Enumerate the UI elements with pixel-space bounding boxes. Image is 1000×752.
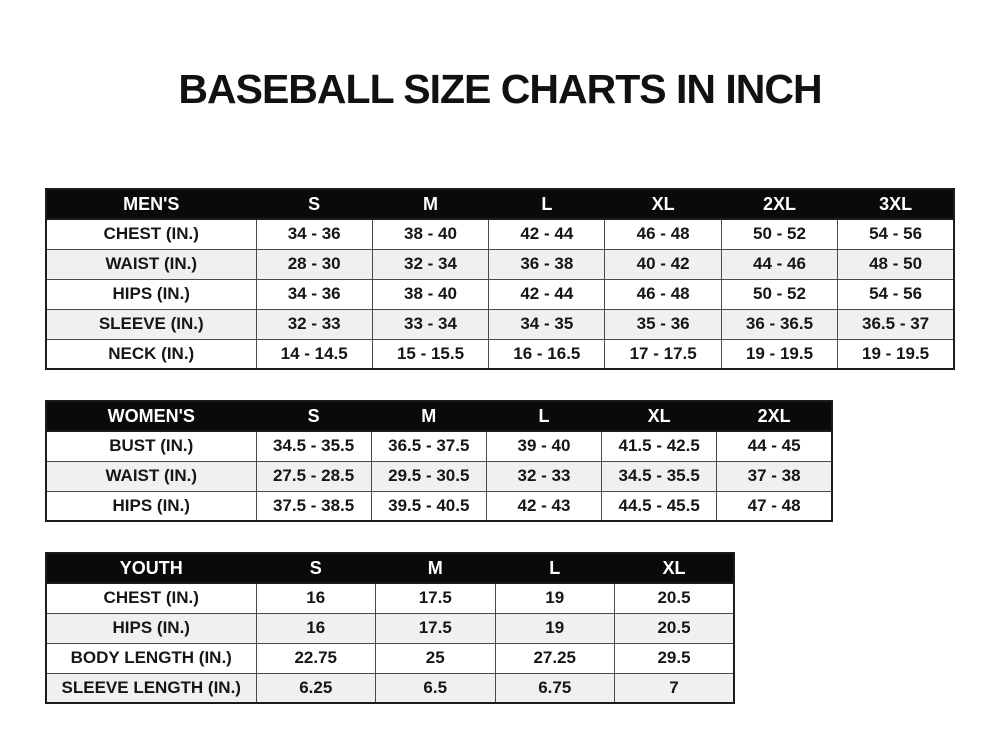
measurement-row [46, 279, 954, 309]
size-value-cell: 34 - 35 [489, 309, 605, 339]
size-column-header: L [495, 553, 615, 583]
measurement-row [46, 431, 832, 461]
size-value-cell: 22.75 [256, 643, 376, 673]
measurement-label: NECK (IN.) [46, 339, 256, 369]
size-value-cell: 37 - 38 [717, 461, 832, 491]
size-value-cell: 32 - 34 [372, 249, 488, 279]
table-title-cell: WOMEN'S [46, 401, 256, 431]
size-value-cell: 35 - 36 [605, 309, 721, 339]
size-value-cell: 29.5 [615, 643, 735, 673]
measurement-row [46, 219, 954, 249]
size-value-cell: 41.5 - 42.5 [602, 431, 717, 461]
size-value-cell: 19 - 19.5 [838, 339, 954, 369]
table-title-cell: MEN'S [46, 189, 256, 219]
size-value-cell: 42 - 44 [489, 219, 605, 249]
size-value-cell: 54 - 56 [838, 219, 954, 249]
measurement-label: HIPS (IN.) [46, 613, 256, 643]
measurement-label: BUST (IN.) [46, 431, 256, 461]
size-value-cell: 42 - 44 [489, 279, 605, 309]
size-tables-area [45, 188, 955, 704]
size-value-cell: 29.5 - 30.5 [371, 461, 486, 491]
womens-size-table [45, 400, 833, 522]
header-row [46, 401, 832, 431]
size-value-cell: 46 - 48 [605, 219, 721, 249]
measurement-row [46, 461, 832, 491]
size-value-cell: 27.5 - 28.5 [256, 461, 371, 491]
measurement-label: WAIST (IN.) [46, 461, 256, 491]
size-column-header: L [489, 189, 605, 219]
size-value-cell: 16 [256, 613, 376, 643]
size-value-cell: 38 - 40 [372, 219, 488, 249]
header-row [46, 553, 734, 583]
measurement-label: HIPS (IN.) [46, 491, 256, 521]
size-column-header: S [256, 401, 371, 431]
size-value-cell: 47 - 48 [717, 491, 832, 521]
size-value-cell: 54 - 56 [838, 279, 954, 309]
size-value-cell: 36.5 - 37 [838, 309, 954, 339]
size-column-header: 3XL [838, 189, 954, 219]
size-value-cell: 6.5 [376, 673, 496, 703]
size-column-header: XL [605, 189, 721, 219]
measurement-label: HIPS (IN.) [46, 279, 256, 309]
size-value-cell: 42 - 43 [486, 491, 601, 521]
measurement-label: BODY LENGTH (IN.) [46, 643, 256, 673]
measurement-row [46, 613, 734, 643]
size-value-cell: 33 - 34 [372, 309, 488, 339]
size-value-cell: 19 [495, 613, 615, 643]
size-column-header: S [256, 553, 376, 583]
size-column-header: L [486, 401, 601, 431]
size-value-cell: 17.5 [376, 613, 496, 643]
size-value-cell: 20.5 [615, 583, 735, 613]
size-value-cell: 36 - 36.5 [721, 309, 837, 339]
size-column-header: M [372, 189, 488, 219]
measurement-row [46, 249, 954, 279]
size-column-header: XL [615, 553, 735, 583]
size-value-cell: 19 - 19.5 [721, 339, 837, 369]
size-value-cell: 46 - 48 [605, 279, 721, 309]
size-value-cell: 44 - 46 [721, 249, 837, 279]
youth-size-table [45, 552, 735, 704]
measurement-label: SLEEVE LENGTH (IN.) [46, 673, 256, 703]
size-value-cell: 34 - 36 [256, 279, 372, 309]
size-value-cell: 27.25 [495, 643, 615, 673]
size-column-header: 2XL [717, 401, 832, 431]
measurement-label: SLEEVE (IN.) [46, 309, 256, 339]
size-column-header: M [371, 401, 486, 431]
size-value-cell: 7 [615, 673, 735, 703]
table-title-cell: YOUTH [46, 553, 256, 583]
size-column-header: XL [602, 401, 717, 431]
size-value-cell: 16 - 16.5 [489, 339, 605, 369]
size-value-cell: 28 - 30 [256, 249, 372, 279]
size-value-cell: 20.5 [615, 613, 735, 643]
size-value-cell: 37.5 - 38.5 [256, 491, 371, 521]
mens-size-table [45, 188, 955, 370]
size-column-header: M [376, 553, 496, 583]
measurement-row [46, 309, 954, 339]
measurement-label: CHEST (IN.) [46, 219, 256, 249]
size-value-cell: 14 - 14.5 [256, 339, 372, 369]
size-value-cell: 32 - 33 [486, 461, 601, 491]
size-value-cell: 40 - 42 [605, 249, 721, 279]
size-value-cell: 50 - 52 [721, 219, 837, 249]
header-row [46, 189, 954, 219]
size-value-cell: 6.25 [256, 673, 376, 703]
size-value-cell: 19 [495, 583, 615, 613]
size-value-cell: 17.5 [376, 583, 496, 613]
size-column-header: 2XL [721, 189, 837, 219]
size-value-cell: 44 - 45 [717, 431, 832, 461]
size-value-cell: 34.5 - 35.5 [602, 461, 717, 491]
size-value-cell: 15 - 15.5 [372, 339, 488, 369]
size-value-cell: 25 [376, 643, 496, 673]
measurement-label: CHEST (IN.) [46, 583, 256, 613]
measurement-row [46, 643, 734, 673]
measurement-label: WAIST (IN.) [46, 249, 256, 279]
size-value-cell: 39.5 - 40.5 [371, 491, 486, 521]
measurement-row [46, 583, 734, 613]
page-title: BASEBALL SIZE CHARTS IN INCH [178, 66, 822, 112]
size-value-cell: 34.5 - 35.5 [256, 431, 371, 461]
size-value-cell: 48 - 50 [838, 249, 954, 279]
size-value-cell: 16 [256, 583, 376, 613]
size-value-cell: 38 - 40 [372, 279, 488, 309]
size-value-cell: 36.5 - 37.5 [371, 431, 486, 461]
size-value-cell: 44.5 - 45.5 [602, 491, 717, 521]
size-value-cell: 6.75 [495, 673, 615, 703]
measurement-row [46, 673, 734, 703]
size-value-cell: 34 - 36 [256, 219, 372, 249]
measurement-row [46, 491, 832, 521]
size-column-header: S [256, 189, 372, 219]
size-value-cell: 17 - 17.5 [605, 339, 721, 369]
size-value-cell: 50 - 52 [721, 279, 837, 309]
size-value-cell: 36 - 38 [489, 249, 605, 279]
measurement-row [46, 339, 954, 369]
size-value-cell: 32 - 33 [256, 309, 372, 339]
size-value-cell: 39 - 40 [486, 431, 601, 461]
